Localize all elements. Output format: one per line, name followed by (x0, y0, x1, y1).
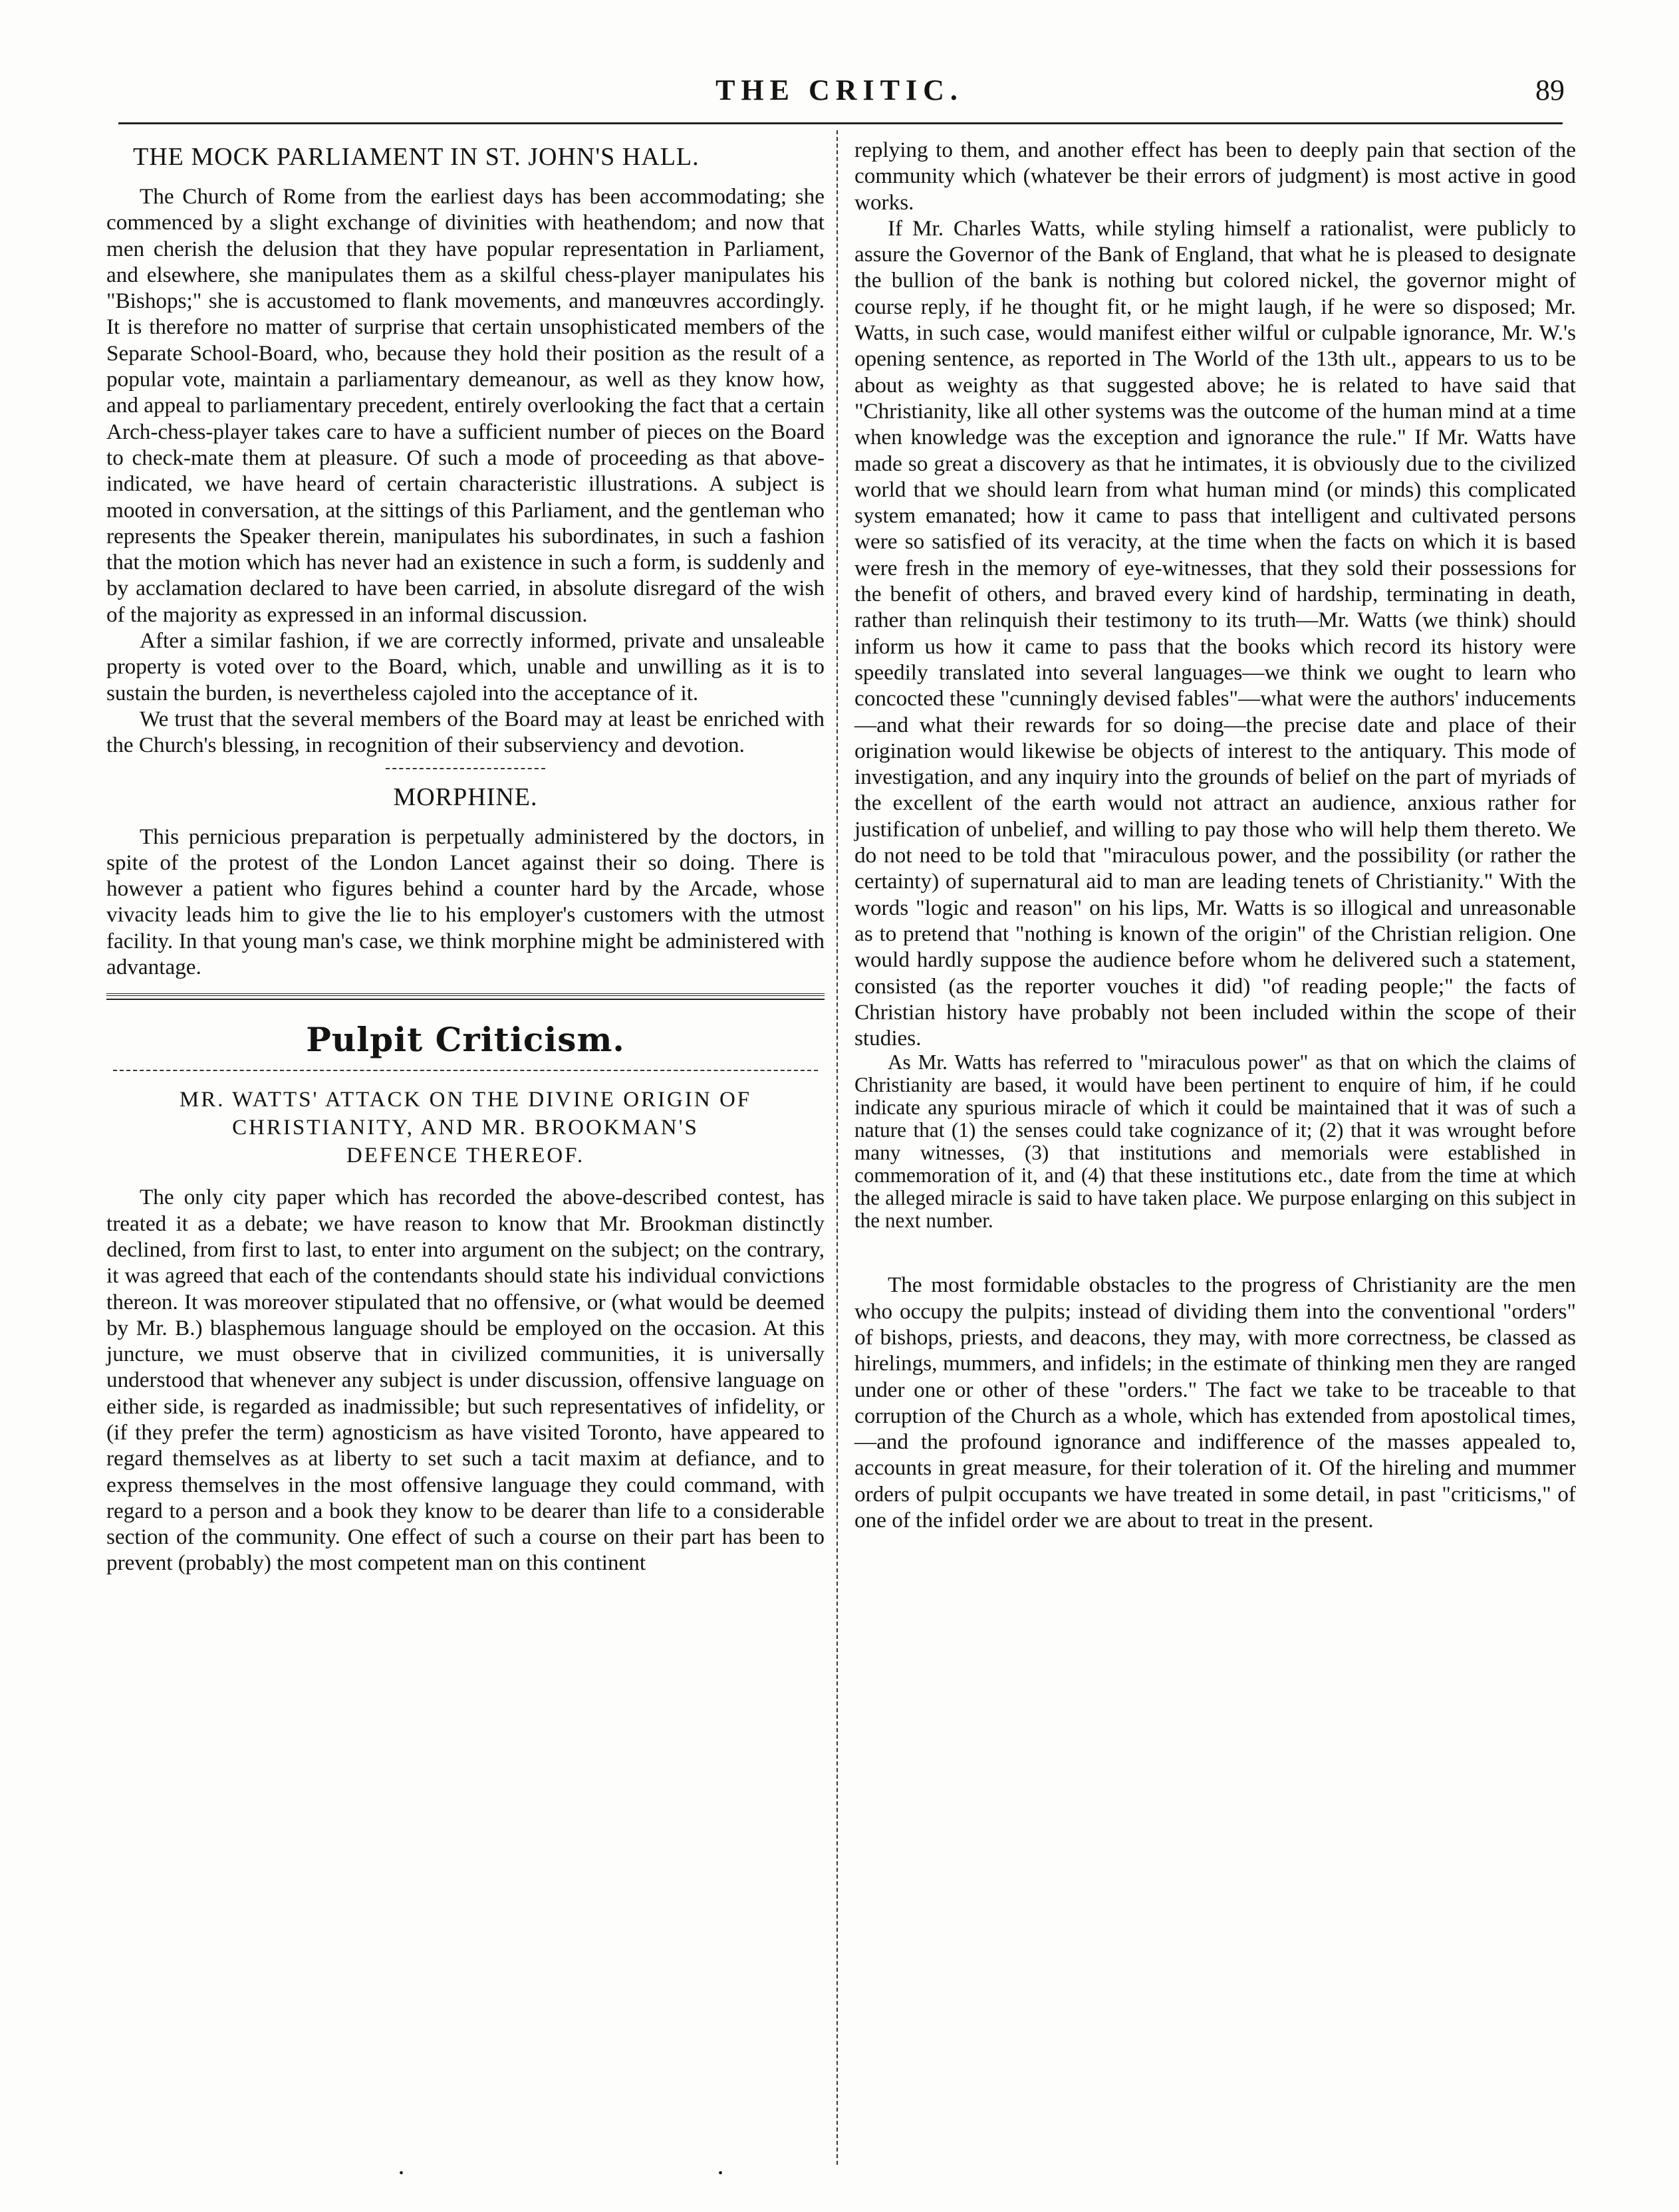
paragraph: replying to them, and another effect has been to deeply pain that section of the community which (whatever be their errors of judgment) is most active in good works. (854, 138, 1576, 215)
paragraph: The only city paper which has recorded the above-described contest, has treated it as a debate; we have reason to know that Mr. Brookman distinctly declined, from first to last, to enter into argument on the subject; on the contrary, it was agreed that each of the contendants should state his individual convictions thereon. It was moreover stipulated that no offensive, or (what would be deemed by Mr. B.) blasphemous language should be employed on the occasion. At this juncture, we must observe that in civilized communities, it is universally understood that whenever any subject is under discussion, offensive language on either side, is regarded as inadmissible; but such representatives of infidelity, or (if they prefer the term) agnosticism as have visited Toronto, have appeared to regard themselves as at liberty to set such a tacit maxim at defiance, and to express themselves in the most offensive language they could command, with regard to a person and a book they know to be dearer than life to a considerable section of the community. One effect of such a course on their part has been to prevent (probably) the most competent man on this continent (106, 1185, 825, 1576)
paragraph: As Mr. Watts has referred to "miraculous power" as that on which the claims of Christianity are based, it would have been pertinent to enquire of him, if he could indicate any spurious miracle of which it could be maintained that it was of such a nature that (1) the senses could take cognizance of it; (2) that it was wrought before many witnesses, (3) that institutions and memorials were established in commemoration of it, and (4) that these institutions etc., date from the time at which the alleged miracle is said to have taken place. We purpose enlarging on this subject in the next number. (854, 1050, 1576, 1233)
spacer (854, 1232, 1576, 1272)
section-separator (113, 1070, 818, 1071)
paragraph: The most formidable obstacles to the progress of Christianity are the men who occupy the pulpits; instead of dividing them into the conventional "orders" of bishops, priests, and deacons, they may, with more correctness, be classed as hirelings, mummers, and infidels; in the estimate of thinking men they are ranged under one or other of these "orders." The fact we take to be traceable to that corruption of the Church as a whole, which has extended from apostolical times,—and the profound ignorance and indifference of the masses appealed to, accounts in great measure, for their toleration of it. Of the hireling and mummer orders of pulpit occupants we have treated in some detail, in past "criticisms," of one of the infidel order we are about to treat in the present. (854, 1273, 1576, 1533)
page-number: 89 (1535, 74, 1565, 106)
article-title-morphine: MORPHINE. (393, 783, 538, 811)
left-column (106, 137, 825, 1576)
subtitle-line: MR. WATTS' ATTACK ON THE DIVINE ORIGIN OF (179, 1088, 752, 1112)
masthead-title: THE CRITIC. (715, 74, 964, 106)
section-rule (106, 993, 825, 1000)
paragraph: This pernicious preparation is perpetually administered by the doctors, in spite of the protest of the London Lancet against their so doing. There is however a patient who figures behind a counter hard by the Arcade, whose vivacity leads him to give the lie to his employer's customers with the utmost facility. In that young man's case, we think morphine might be administered with advantage. (106, 824, 825, 980)
subtitle-line: DEFENCE THEREOF. (346, 1144, 585, 1168)
header-rule (118, 122, 1563, 124)
column-divider (837, 130, 838, 2165)
right-column (854, 137, 1576, 1533)
print-mark: • (399, 2166, 404, 2181)
paragraph: After a similar fashion, if we are correctly informed, private and unsaleable property is voted over to the Board, which, unable and unwilling as it is to sustain the burden, is nevertheless cajoled into the acceptance of it. (106, 628, 825, 705)
subtitle-line: CHRISTIANITY, AND MR. BROOKMAN'S (232, 1116, 699, 1140)
page-header (0, 73, 1679, 113)
paragraph: The Church of Rome from the earliest days has been accommodating; she commenced by a slight exchange of divinities with heathendom; and now that men cherish the delusion that they have popular representation in Parliament, and elsewhere, she manipulates them as a skilful chess-player manipulates his "Bishops;" she is accustomed to flank movements, and manœuvres accordingly. It is therefore no matter of surprise that certain unsophisticated members of the Separate School-Board, who, because they hold their position as the result of a popular vote, maintain a parliamentary demeanour, as well as they know how, and appeal to parliamentary precedent, entirely overlooking the fact that a certain Arch-chess-player takes care to have a sufficient number of pieces on the Board to check-mate them at pleasure. Of such a mode of proceeding as that above-indicated, we have heard of certain characteristic illustrations. A subject is mooted in conversation, at the sittings of this Parliament, and the gentleman who represents the Speaker therein, manipulates his subordinates, in such a fashion that the motion which has never had an existence in such a form, is suddenly and by acclamation declared to have been carried, in absolute disregard of the wish of the majority as expressed in an informal discussion. (106, 184, 825, 627)
article-subtitle (106, 1086, 825, 1169)
paragraph: We trust that the several members of the Board may at least be enriched with the Church's blessing, in recognition of their subserviency and devotion. (106, 706, 825, 758)
section-title-pulpit-criticism: Pulpit Criticism. (306, 1020, 625, 1060)
paragraph: If Mr. Charles Watts, while styling himself a rationalist, were publicly to assure the Governor of the Bank of England, that what he is pleased to designate the bullion of the bank is nothing but colored nickel, the governor might of course reply, if he thought fit, or he might laugh, if he were so disposed; Mr. Watts, in such case, would manifest either wilful or culpable ignorance, Mr. W.'s opening sentence, as reported in The World of the 13th ult., appears to us to be about as weighty as that suggested above; he is related to have said that "Christianity, like all other systems was the outcome of the human mind at a time when knowledge was the exception and ignorance the rule." If Mr. Watts have made so great a discovery as that he intimates, it is obviously due to the civilized world that we should learn from what human mind (or minds) this complicated system emanated; how it came to pass that intelligent and cultivated persons were so satisfied of its veracity, at the time when the facts on which it is based were fresh in the memory of eye-witnesses, that they sold their possessions for the benefit of others, and braved every kind of hardship, terminating in death, rather than relinquish their testimony to its truth—Mr. Watts (we think) should inform us how it came to pass that the books which record its history were speedily translated into several languages—we think we ought to learn who concocted these "cunningly devised fables"—what were the authors' inducements—and what their rewards for so doing—the precise date and place of their origination would likewise be objects of interest to the antiquary. This mode of investigation, and any inquiry into the grounds of belief on the part of myriads of the excellent of the earth would not attract an audience, anxious rather for justification of unbelief, and willing to pay those who will help them thereto. We do not need to be told that "miraculous power, and the possibility (or rather the certainty) of supernatural aid to man are leading tenets of Christianity." With the words "logic and reason" on his lips, Mr. Watts is so illogical and unreasonable as to pretend that "nothing is known of the origin" of the Christian religion. One would hardly suppose the audience before whom he delivered such a statement, consisted (as the reporter vouches it did) "of reading people;" the facts of Christian history have probably not been included within the scope of their studies. (854, 215, 1576, 1051)
article-separator (386, 768, 545, 769)
print-mark: • (718, 2166, 723, 2181)
article-title-mock-parliament: THE MOCK PARLIAMENT IN ST. JOHN'S HALL. (133, 143, 700, 171)
